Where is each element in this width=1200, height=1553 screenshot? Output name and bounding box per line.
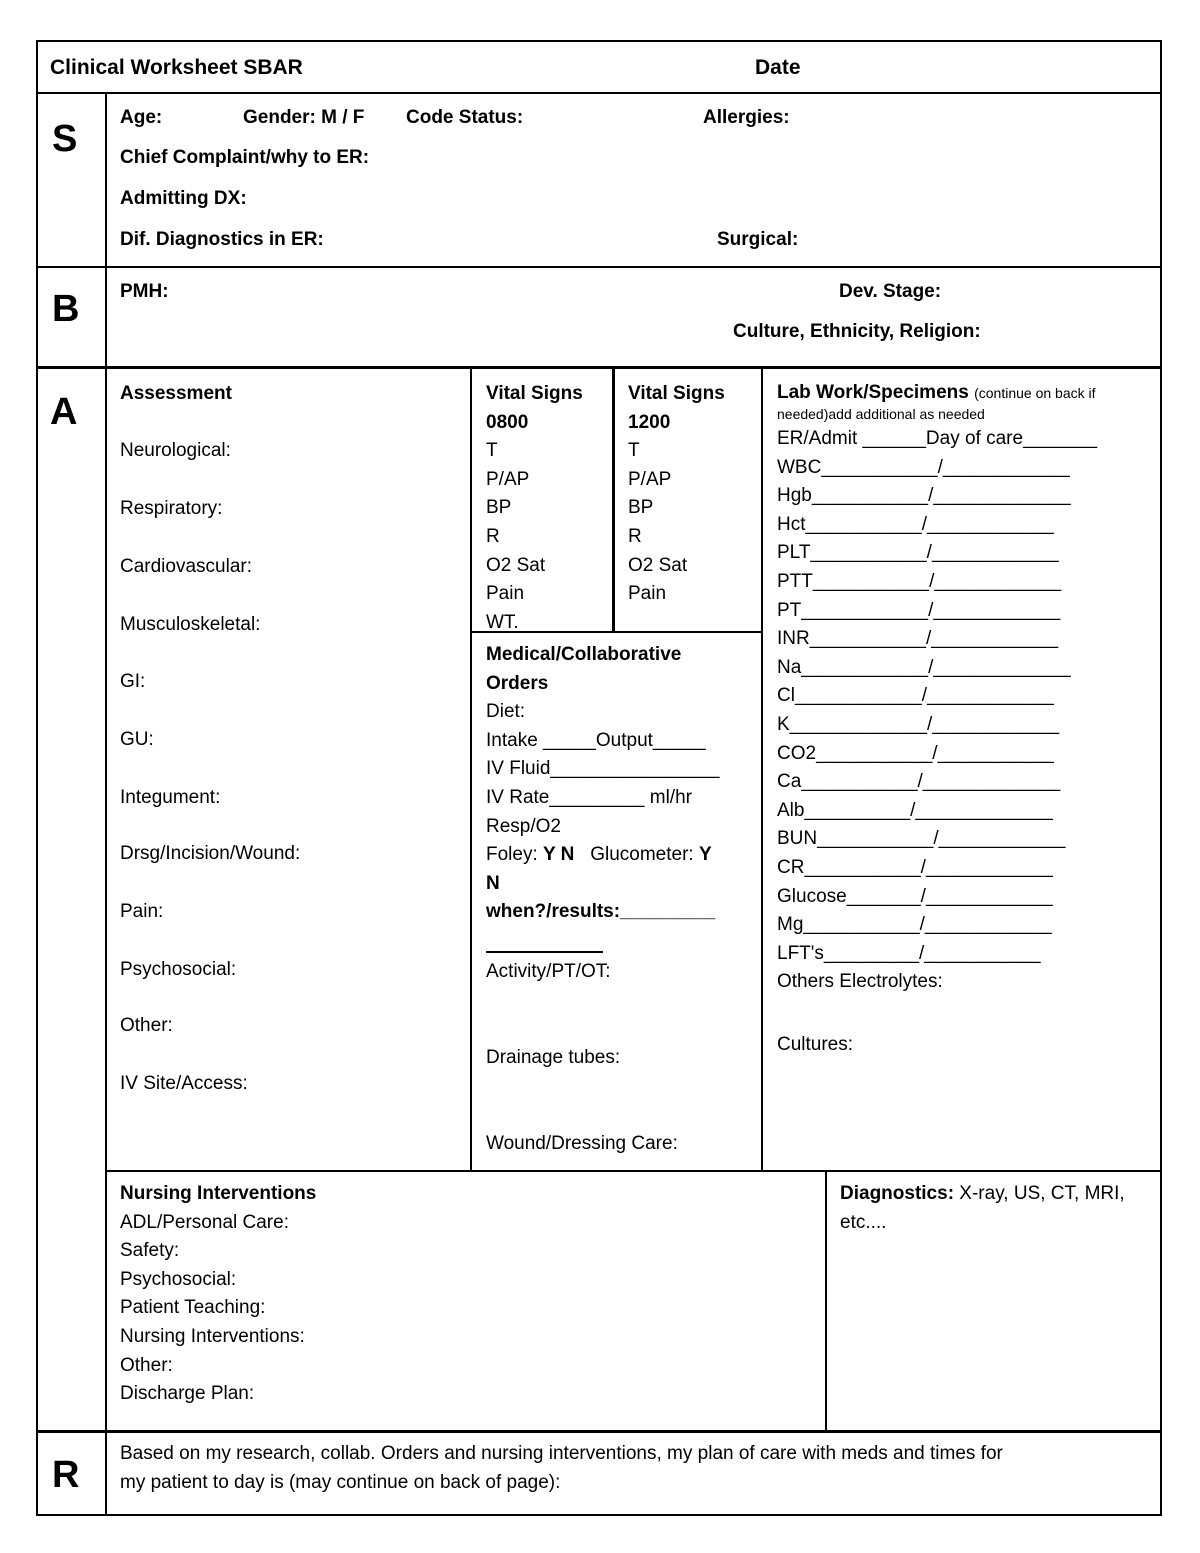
rule-header — [36, 92, 1162, 94]
orders-iv-fluid: IV Fluid________________ — [486, 758, 720, 780]
lab-k: K_____________/____________ — [777, 713, 1060, 735]
assessment-psychosocial: Psychosocial: — [120, 959, 237, 980]
foley-label: Foley: — [486, 844, 544, 866]
glucometer-value: Y — [698, 844, 712, 866]
rule-s-b — [36, 266, 1162, 268]
dev-stage-label: Dev. Stage: — [839, 281, 942, 302]
assessment-title: Assessment — [120, 383, 232, 404]
diagnostics-text: X-ray, US, CT, MRI, — [954, 1183, 1125, 1204]
recommendation-line-1: Based on my research, collab. Orders and nursing interventions, my plan of care with meds and times for — [120, 1443, 1003, 1464]
orders-title-1: Medical/Collaborative — [486, 644, 682, 665]
worksheet-title: Clinical Worksheet SBAR — [50, 56, 303, 79]
glucometer-n: N — [486, 872, 500, 894]
vitals-1200-time: 1200 — [628, 411, 671, 433]
recommendation-line-2: my patient to day is (may continue on back of page): — [120, 1471, 561, 1493]
assessment-gi: GI: — [120, 671, 146, 692]
vitals-0800-wt: WT. — [486, 611, 519, 633]
diagnostics-row — [840, 1180, 1125, 1209]
labs-list — [777, 425, 1097, 997]
vitals-0800-t: T — [486, 440, 498, 462]
vitals-1200-title: Vital Signs — [628, 383, 725, 404]
surgical-label: Surgical: — [717, 229, 799, 250]
vitals-1200-o2: O2 Sat — [628, 554, 688, 576]
rule-vitals-divider — [612, 368, 615, 631]
orders-wound-care: Wound/Dressing Care: — [486, 1133, 678, 1154]
foley-value: Y N — [543, 844, 575, 866]
lab-inr: INR___________/____________ — [777, 628, 1059, 650]
code-status-label: Code Status: — [406, 107, 524, 128]
labs-cultures: Cultures: — [777, 1034, 854, 1055]
allergies-label: Allergies: — [703, 107, 790, 128]
section-letter-s: S — [52, 118, 78, 160]
nursing-teaching: Patient Teaching: — [120, 1297, 266, 1319]
lab-bun: BUN___________/____________ — [777, 828, 1066, 850]
lab-hgb: Hgb___________/_____________ — [777, 485, 1071, 507]
vitals-1200-p: P/AP — [628, 468, 672, 490]
lab-mg: Mg___________/____________ — [777, 914, 1052, 936]
vitals-1200-pain: Pain — [628, 583, 667, 605]
assessment-pain: Pain: — [120, 901, 164, 922]
nursing-safety: Safety: — [120, 1240, 180, 1262]
dif-diagnostics-label: Dif. Diagnostics in ER: — [120, 229, 324, 250]
lab-lft: LFT's_________/___________ — [777, 942, 1041, 964]
assessment-musculoskeletal: Musculoskeletal: — [120, 614, 261, 635]
vitals-0800-time: 0800 — [486, 411, 529, 433]
assessment-gu: GU: — [120, 729, 154, 750]
vitals-0800-o2: O2 Sat — [486, 554, 546, 576]
assessment-cardiovascular: Cardiovascular: — [120, 556, 252, 577]
date-label: Date — [755, 56, 801, 79]
rule-assessment-right — [470, 368, 472, 1170]
vitals-1200-bp: BP — [628, 497, 654, 519]
vitals-0800-title: Vital Signs — [486, 383, 583, 404]
orders-activity: Activity/PT/OT: — [486, 961, 611, 982]
orders-resp: Resp/O2 — [486, 815, 561, 837]
vitals-0800-pain: Pain — [486, 583, 525, 605]
nursing-other: Other: — [120, 1354, 173, 1376]
diagnostics-label: Diagnostics: — [840, 1183, 955, 1204]
lab-na: Na____________/_____________ — [777, 656, 1071, 678]
assessment-neurological: Neurological: — [120, 440, 231, 461]
culture-label: Culture, Ethnicity, Religion: — [733, 321, 981, 342]
rule-orders-right — [761, 368, 763, 1170]
lab-co2: CO2___________/___________ — [777, 742, 1054, 764]
chief-complaint-label: Chief Complaint/why to ER: — [120, 147, 370, 168]
recommendation-block — [120, 1440, 1003, 1497]
diagnostics-block — [840, 1180, 1125, 1237]
lab-wbc: WBC___________/____________ — [777, 456, 1070, 478]
orders-intake: Intake _____Output_____ — [486, 729, 706, 751]
rule-letter-column — [105, 92, 107, 1516]
assessment-integument: Integument: — [120, 787, 221, 808]
orders-iv-rate: IV Rate_________ ml/hr — [486, 786, 692, 808]
diagnostics-text-2: etc.... — [840, 1211, 887, 1233]
section-letter-b: B — [52, 288, 80, 330]
lab-plt: PLT___________/____________ — [777, 542, 1059, 564]
labs-note-2: needed)add additional as needed — [777, 406, 985, 422]
lab-ca: Ca___________/_____________ — [777, 771, 1061, 793]
orders-underline — [486, 951, 603, 953]
labs-others: Others Electrolytes: — [777, 971, 943, 993]
lab-alb: Alb__________/_____________ — [777, 799, 1053, 821]
lab-ptt: PTT___________/____________ — [777, 570, 1062, 592]
lab-cr: CR___________/____________ — [777, 856, 1053, 878]
nursing-block — [120, 1180, 316, 1409]
vitals-1200-t: T — [628, 440, 640, 462]
pmh-label: PMH: — [120, 281, 169, 302]
rule-nursing-right — [825, 1170, 827, 1430]
vitals-0800-r: R — [486, 525, 500, 547]
labs-title: Lab Work/Specimens — [777, 382, 969, 403]
vitals-1200 — [628, 380, 725, 609]
assessment-wound: Drsg/Incision/Wound: — [120, 843, 301, 864]
nursing-title: Nursing Interventions — [120, 1183, 317, 1204]
assessment-iv-site: IV Site/Access: — [120, 1073, 248, 1094]
assessment-respiratory: Respiratory: — [120, 498, 223, 519]
nursing-interventions: Nursing Interventions: — [120, 1325, 305, 1347]
orders-title-2: Orders — [486, 672, 549, 694]
rule-assessment-nursing — [105, 1170, 1162, 1172]
orders-block — [486, 641, 719, 927]
nursing-discharge: Discharge Plan: — [120, 1383, 255, 1405]
orders-diet: Diet: — [486, 701, 526, 723]
nursing-psychosocial: Psychosocial: — [120, 1268, 237, 1290]
vitals-0800-p: P/AP — [486, 468, 530, 490]
rule-b-a — [36, 366, 1162, 369]
lab-cl: Cl____________/____________ — [777, 685, 1054, 707]
section-letter-a: A — [50, 391, 78, 433]
age-label: Age: — [120, 107, 163, 128]
section-letter-r: R — [52, 1454, 80, 1496]
nursing-adl: ADL/Personal Care: — [120, 1211, 289, 1233]
lab-hct: Hct___________/____________ — [777, 513, 1054, 535]
labs-er-admit: ER/Admit ______Day of care_______ — [777, 428, 1098, 449]
glucometer-label: Glucometer: — [590, 844, 699, 866]
vitals-0800-bp: BP — [486, 497, 512, 519]
admitting-dx-label: Admitting DX: — [120, 188, 247, 209]
orders-drainage: Drainage tubes: — [486, 1047, 621, 1068]
assessment-other: Other: — [120, 1015, 173, 1036]
gender-label: Gender: M / F — [243, 107, 365, 128]
vitals-0800 — [486, 380, 583, 637]
rule-nursing-r — [36, 1430, 1162, 1433]
labs-note-1: (continue on back if — [974, 385, 1096, 401]
lab-glucose: Glucose_______/____________ — [777, 885, 1053, 907]
vitals-1200-r: R — [628, 525, 642, 547]
orders-foley-row — [486, 841, 719, 870]
lab-pt: PT____________/____________ — [777, 599, 1061, 621]
labs-title-row — [777, 383, 1096, 402]
orders-when-results: when?/results:_________ — [486, 901, 716, 923]
